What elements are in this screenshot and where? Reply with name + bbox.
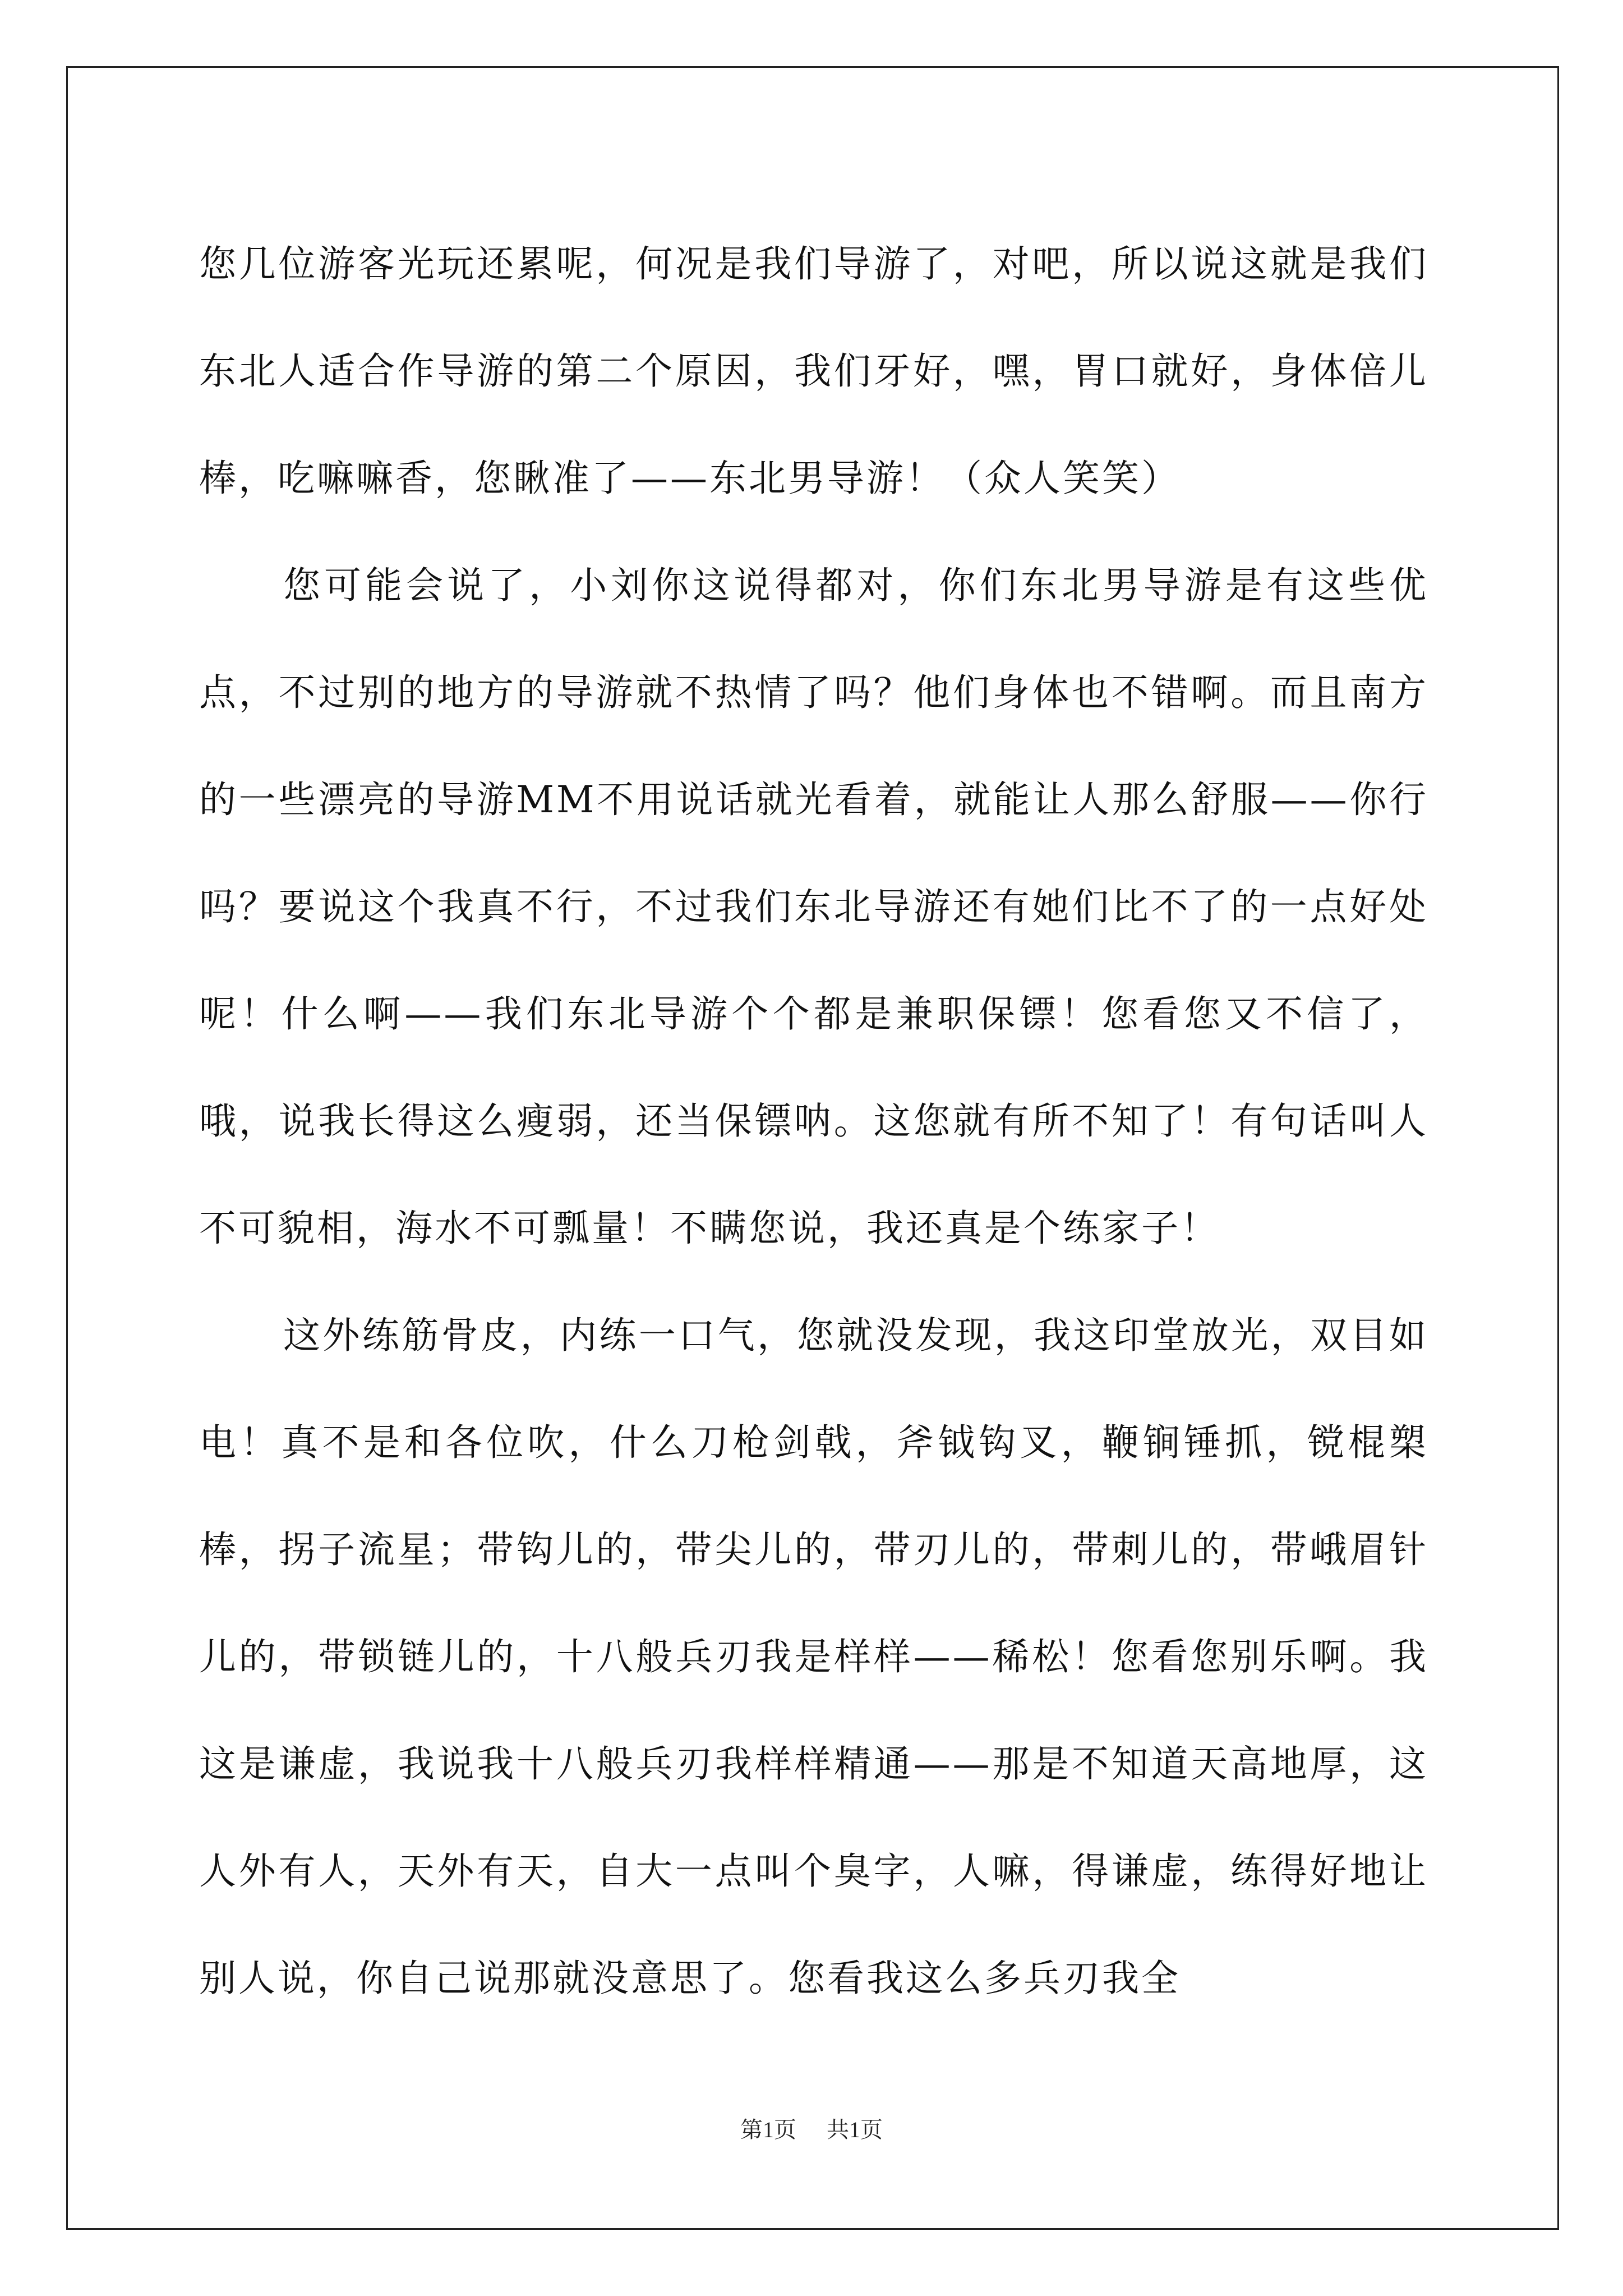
paragraph-1: 您几位游客光玩还累呢，何况是我们导游了，对吧，所以说这就是我们东北人适合作导游的第二个原因，我们牙好，嘿，胃口就好，身体倍儿棒，吃嘛嘛香，您瞅准了——东北男导游！（众人笑笑） <box>199 242 1428 500</box>
paragraph-2: 您可能会说了，小刘你这说得都对，你们东北男导游是有这些优点，不过别的地方的导游就不热情了吗？他们身体也不错啊。而且南方的一些漂亮的导游MM不用说话就光看着，就能让人那么舒服——你行吗？要说这个我真不行，不过我们东北导游还有她们比不了的一点好处呢！什么啊——我们东北导游个个都是兼职保镖！您看您又不信了，哦，说我长得这么瘦弱，还当保镖呐。这您就有所不知了！有句话叫人不可貌相，海水不可瓢量！不瞒您说，我还真是个练家子！ <box>199 564 1428 1250</box>
paragraph-3: 这外练筋骨皮，内练一口气，您就没发现，我这印堂放光，双目如电！真不是和各位吹，什么刀枪剑戟，斧钺钩叉，鞭锏锤抓，镋棍槊棒，拐子流星；带钩儿的，带尖儿的，带刃儿的，带刺儿的，带峨眉针儿的，带锁链儿的，十八般兵刃我是样样——稀松！您看您别乐啊。我这是谦虚，我说我十八般兵刃我样样精通——那是不知道天高地厚，这人外有人，天外有天，自大一点叫个臭字，人嘛，得谦虚，练得好地让别人说，你自己说那就没意思了。您看我这么多兵刃我全 <box>199 1314 1428 2000</box>
page-footer <box>0 2112 1623 2144</box>
page-number-current: 第1页 <box>740 2117 796 2142</box>
page-number-total: 共1页 <box>827 2117 883 2142</box>
document-body <box>199 210 1428 2032</box>
